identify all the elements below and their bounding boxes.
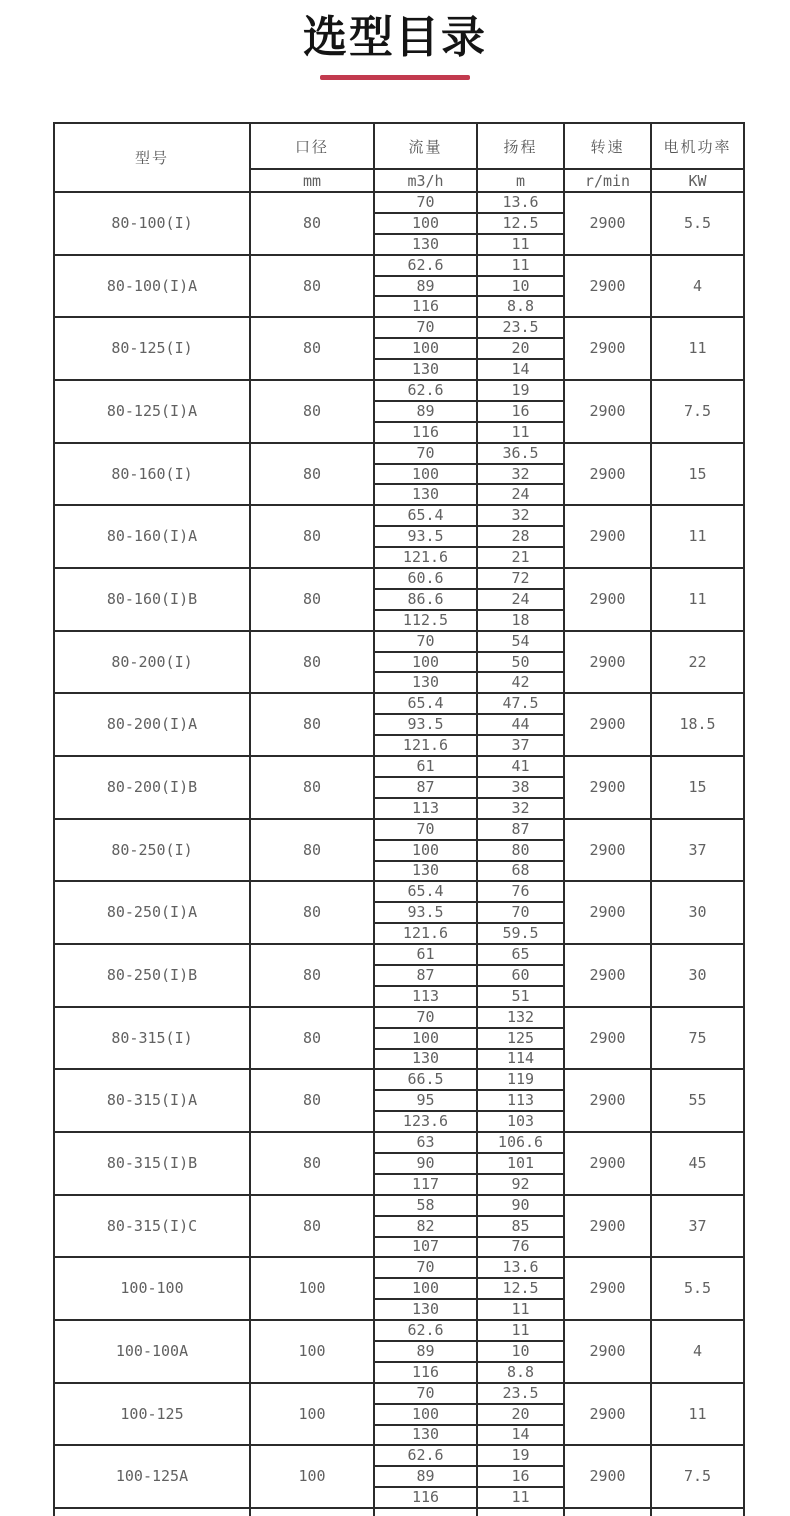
head-cell: 113: [477, 1090, 564, 1111]
table-row: [54, 631, 744, 652]
speed-cell: 2900: [564, 1069, 651, 1132]
power-cell: 15: [651, 756, 744, 819]
head-cell: 14: [477, 1425, 564, 1446]
diameter-cell: 80: [250, 631, 374, 694]
model-cell: 80-100(I)A: [54, 255, 250, 318]
head-cell: 12.5: [477, 213, 564, 234]
power-cell: 7.5: [651, 380, 744, 443]
diameter-cell: 80: [250, 1007, 374, 1070]
table-row: [54, 568, 744, 589]
diameter-cell: 80: [250, 255, 374, 318]
head-cell: 90: [477, 1195, 564, 1216]
diameter-cell: 80: [250, 819, 374, 882]
speed-cell: 2900: [564, 1132, 651, 1195]
flow-cell: 89: [374, 276, 477, 297]
power-cell: 11: [651, 317, 744, 380]
flow-cell: 130: [374, 234, 477, 255]
model-cell: 80-200(I): [54, 631, 250, 694]
flow-cell: 130: [374, 484, 477, 505]
header-head: 扬程: [477, 123, 564, 169]
flow-cell: 100: [374, 652, 477, 673]
flow-cell: 93.5: [374, 902, 477, 923]
head-cell: 37: [477, 735, 564, 756]
head-cell: 10: [477, 276, 564, 297]
model-cell: 80-125(I)A: [54, 380, 250, 443]
flow-cell: 60.6: [374, 568, 477, 589]
flow-cell: 130: [374, 1299, 477, 1320]
speed-cell: 2900: [564, 693, 651, 756]
head-cell: 24: [477, 589, 564, 610]
head-cell: 103: [477, 1111, 564, 1132]
header-flow: 流量: [374, 123, 477, 169]
table-row: [54, 255, 744, 276]
header-row-labels: [54, 123, 744, 169]
flow-cell: 62.6: [374, 1320, 477, 1341]
head-cell: 13.6: [477, 1257, 564, 1278]
speed-cell: 2900: [564, 756, 651, 819]
power-cell: 55: [651, 1069, 744, 1132]
speed-cell: 2900: [564, 1445, 651, 1508]
flow-cell: 62.6: [374, 380, 477, 401]
flow-cell: 116: [374, 296, 477, 317]
speed-cell: [564, 1508, 651, 1516]
flow-cell: 130: [374, 672, 477, 693]
flow-cell: 130: [374, 861, 477, 882]
flow-cell: 65.4: [374, 693, 477, 714]
flow-cell: 63: [374, 1132, 477, 1153]
flow-cell: 121.6: [374, 547, 477, 568]
flow-cell: 62.6: [374, 255, 477, 276]
head-cell: 132: [477, 1007, 564, 1028]
flow-cell: 65.4: [374, 505, 477, 526]
diameter-cell: 80: [250, 1069, 374, 1132]
flow-cell: 70: [374, 631, 477, 652]
model-cell: 100-125: [54, 1383, 250, 1446]
flow-cell: 130: [374, 359, 477, 380]
diameter-cell: 80: [250, 568, 374, 631]
table-row: [54, 1195, 744, 1216]
flow-cell: 93.5: [374, 714, 477, 735]
head-cell: 23.5: [477, 317, 564, 338]
head-cell: 11: [477, 1320, 564, 1341]
table-row: [54, 1320, 744, 1341]
flow-cell: 116: [374, 422, 477, 443]
head-cell: 114: [477, 1049, 564, 1070]
table-row: [54, 1445, 744, 1466]
table-row: [54, 693, 744, 714]
flow-cell: 89: [374, 1341, 477, 1362]
model-cell: 80-200(I)A: [54, 693, 250, 756]
table-row: [54, 944, 744, 965]
power-cell: 7.5: [651, 1445, 744, 1508]
flow-cell: 70: [374, 443, 477, 464]
head-cell: 54: [477, 631, 564, 652]
model-cell: 80-250(I): [54, 819, 250, 882]
flow-cell: 100: [374, 464, 477, 485]
diameter-cell: 80: [250, 756, 374, 819]
unit-flow: m3/h: [374, 169, 477, 192]
table-row-partial: [54, 1508, 744, 1516]
head-cell: 16: [477, 401, 564, 422]
diameter-cell: 80: [250, 881, 374, 944]
catalog-table-wrap: [53, 122, 743, 1516]
speed-cell: 2900: [564, 1195, 651, 1258]
model-cell: 80-250(I)A: [54, 881, 250, 944]
flow-cell: 89: [374, 401, 477, 422]
head-cell: 12.5: [477, 1278, 564, 1299]
diameter-cell: 80: [250, 944, 374, 1007]
table-row: [54, 1257, 744, 1278]
diameter-cell: 100: [250, 1445, 374, 1508]
model-cell: 80-315(I)A: [54, 1069, 250, 1132]
head-cell: 20: [477, 1404, 564, 1425]
power-cell: 30: [651, 881, 744, 944]
table-row: [54, 1007, 744, 1028]
power-cell: 4: [651, 1320, 744, 1383]
speed-cell: 2900: [564, 881, 651, 944]
speed-cell: 2900: [564, 443, 651, 506]
model-cell: 100-100A: [54, 1320, 250, 1383]
header-diameter: 口径: [250, 123, 374, 169]
model-cell: 80-315(I)B: [54, 1132, 250, 1195]
flow-cell: 62.6: [374, 1445, 477, 1466]
head-cell: 11: [477, 1299, 564, 1320]
power-cell: 11: [651, 1383, 744, 1446]
flow-cell: 93.5: [374, 526, 477, 547]
model-cell: 100-125A: [54, 1445, 250, 1508]
speed-cell: 2900: [564, 568, 651, 631]
table-row: [54, 881, 744, 902]
flow-cell: 89: [374, 1466, 477, 1487]
flow-cell: 70: [374, 317, 477, 338]
table-row: [54, 1069, 744, 1090]
diameter-cell: [250, 1508, 374, 1516]
diameter-cell: 100: [250, 1383, 374, 1446]
power-cell: 15: [651, 443, 744, 506]
table-header: [54, 123, 744, 192]
unit-diameter: mm: [250, 169, 374, 192]
head-cell: 11: [477, 422, 564, 443]
model-cell: [54, 1508, 250, 1516]
head-cell: 106.6: [477, 1132, 564, 1153]
power-cell: 37: [651, 1195, 744, 1258]
title-underline-accent: [320, 75, 470, 80]
model-cell: 80-315(I): [54, 1007, 250, 1070]
power-cell: 45: [651, 1132, 744, 1195]
diameter-cell: 80: [250, 505, 374, 568]
model-cell: 80-160(I)A: [54, 505, 250, 568]
power-cell: 75: [651, 1007, 744, 1070]
table-row: [54, 819, 744, 840]
power-cell: [651, 1508, 744, 1516]
flow-cell: 95: [374, 1090, 477, 1111]
model-cell: 80-315(I)C: [54, 1195, 250, 1258]
flow-cell: [374, 1508, 477, 1516]
table-body: [54, 192, 744, 1516]
page-title: 选型目录: [303, 13, 487, 62]
head-cell: 18: [477, 610, 564, 631]
flow-cell: 121.6: [374, 923, 477, 944]
model-cell: 80-250(I)B: [54, 944, 250, 1007]
head-cell: 65: [477, 944, 564, 965]
flow-cell: 130: [374, 1049, 477, 1070]
speed-cell: 2900: [564, 1383, 651, 1446]
flow-cell: 113: [374, 986, 477, 1007]
head-cell: 32: [477, 464, 564, 485]
flow-cell: 61: [374, 944, 477, 965]
head-cell: 87: [477, 819, 564, 840]
flow-cell: 87: [374, 965, 477, 986]
flow-cell: 66.5: [374, 1069, 477, 1090]
unit-power: KW: [651, 169, 744, 192]
head-cell: 41: [477, 756, 564, 777]
head-cell: 14: [477, 359, 564, 380]
table-row: [54, 756, 744, 777]
diameter-cell: 80: [250, 443, 374, 506]
head-cell: 76: [477, 1237, 564, 1258]
model-cell: 80-100(I): [54, 192, 250, 255]
diameter-cell: 80: [250, 1132, 374, 1195]
table-row: [54, 1383, 744, 1404]
flow-cell: 100: [374, 213, 477, 234]
power-cell: 11: [651, 568, 744, 631]
power-cell: 30: [651, 944, 744, 1007]
flow-cell: 70: [374, 819, 477, 840]
head-cell: 92: [477, 1174, 564, 1195]
head-cell: 11: [477, 234, 564, 255]
head-cell: 72: [477, 568, 564, 589]
flow-cell: 121.6: [374, 735, 477, 756]
head-cell: 119: [477, 1069, 564, 1090]
power-cell: 5.5: [651, 192, 744, 255]
flow-cell: 116: [374, 1487, 477, 1508]
head-cell: 16: [477, 1466, 564, 1487]
head-cell: 68: [477, 861, 564, 882]
head-cell: 38: [477, 777, 564, 798]
flow-cell: 70: [374, 192, 477, 213]
head-cell: 11: [477, 1487, 564, 1508]
flow-cell: 100: [374, 1404, 477, 1425]
head-cell: 59.5: [477, 923, 564, 944]
speed-cell: 2900: [564, 192, 651, 255]
speed-cell: 2900: [564, 1257, 651, 1320]
head-cell: 44: [477, 714, 564, 735]
flow-cell: 87: [374, 777, 477, 798]
head-cell: 70: [477, 902, 564, 923]
power-cell: 11: [651, 505, 744, 568]
head-cell: 42: [477, 672, 564, 693]
head-cell: 23.5: [477, 1383, 564, 1404]
speed-cell: 2900: [564, 317, 651, 380]
flow-cell: 90: [374, 1153, 477, 1174]
head-cell: 101: [477, 1153, 564, 1174]
speed-cell: 2900: [564, 505, 651, 568]
head-cell: 20: [477, 338, 564, 359]
power-cell: 37: [651, 819, 744, 882]
head-cell: [477, 1508, 564, 1516]
header-power: 电机功率: [651, 123, 744, 169]
head-cell: 21: [477, 547, 564, 568]
diameter-cell: 100: [250, 1320, 374, 1383]
speed-cell: 2900: [564, 944, 651, 1007]
header-speed: 转速: [564, 123, 651, 169]
flow-cell: 100: [374, 1028, 477, 1049]
head-cell: 76: [477, 881, 564, 902]
diameter-cell: 80: [250, 1195, 374, 1258]
flow-cell: 107: [374, 1237, 477, 1258]
power-cell: 18.5: [651, 693, 744, 756]
flow-cell: 117: [374, 1174, 477, 1195]
table-row: [54, 192, 744, 213]
flow-cell: 61: [374, 756, 477, 777]
head-cell: 80: [477, 840, 564, 861]
flow-cell: 123.6: [374, 1111, 477, 1132]
head-cell: 51: [477, 986, 564, 1007]
head-cell: 32: [477, 505, 564, 526]
head-cell: 11: [477, 255, 564, 276]
flow-cell: 116: [374, 1362, 477, 1383]
diameter-cell: 100: [250, 1257, 374, 1320]
model-cell: 80-160(I): [54, 443, 250, 506]
power-cell: 5.5: [651, 1257, 744, 1320]
speed-cell: 2900: [564, 380, 651, 443]
flow-cell: 100: [374, 840, 477, 861]
head-cell: 13.6: [477, 192, 564, 213]
flow-cell: 86.6: [374, 589, 477, 610]
power-cell: 22: [651, 631, 744, 694]
flow-cell: 100: [374, 1278, 477, 1299]
speed-cell: 2900: [564, 631, 651, 694]
head-cell: 50: [477, 652, 564, 673]
flow-cell: 82: [374, 1216, 477, 1237]
head-cell: 28: [477, 526, 564, 547]
model-cell: 100-100: [54, 1257, 250, 1320]
speed-cell: 2900: [564, 1007, 651, 1070]
head-cell: 24: [477, 484, 564, 505]
catalog-table: [53, 122, 745, 1516]
flow-cell: 65.4: [374, 881, 477, 902]
header-model: 型号: [54, 123, 250, 192]
unit-speed: r/min: [564, 169, 651, 192]
head-cell: 8.8: [477, 1362, 564, 1383]
power-cell: 4: [651, 255, 744, 318]
flow-cell: 113: [374, 798, 477, 819]
head-cell: 47.5: [477, 693, 564, 714]
table-row: [54, 380, 744, 401]
head-cell: 60: [477, 965, 564, 986]
head-cell: 8.8: [477, 296, 564, 317]
flow-cell: 100: [374, 338, 477, 359]
flow-cell: 58: [374, 1195, 477, 1216]
diameter-cell: 80: [250, 317, 374, 380]
flow-cell: 130: [374, 1425, 477, 1446]
table-row: [54, 317, 744, 338]
head-cell: 36.5: [477, 443, 564, 464]
unit-head: m: [477, 169, 564, 192]
model-cell: 80-160(I)B: [54, 568, 250, 631]
speed-cell: 2900: [564, 819, 651, 882]
speed-cell: 2900: [564, 1320, 651, 1383]
flow-cell: 70: [374, 1257, 477, 1278]
head-cell: 10: [477, 1341, 564, 1362]
head-cell: 19: [477, 1445, 564, 1466]
flow-cell: 70: [374, 1383, 477, 1404]
head-cell: 125: [477, 1028, 564, 1049]
head-cell: 19: [477, 380, 564, 401]
speed-cell: 2900: [564, 255, 651, 318]
head-cell: 32: [477, 798, 564, 819]
head-cell: 85: [477, 1216, 564, 1237]
model-cell: 80-125(I): [54, 317, 250, 380]
diameter-cell: 80: [250, 380, 374, 443]
table-row: [54, 505, 744, 526]
flow-cell: 70: [374, 1007, 477, 1028]
table-row: [54, 1132, 744, 1153]
diameter-cell: 80: [250, 192, 374, 255]
table-row: [54, 443, 744, 464]
flow-cell: 112.5: [374, 610, 477, 631]
diameter-cell: 80: [250, 693, 374, 756]
model-cell: 80-200(I)B: [54, 756, 250, 819]
